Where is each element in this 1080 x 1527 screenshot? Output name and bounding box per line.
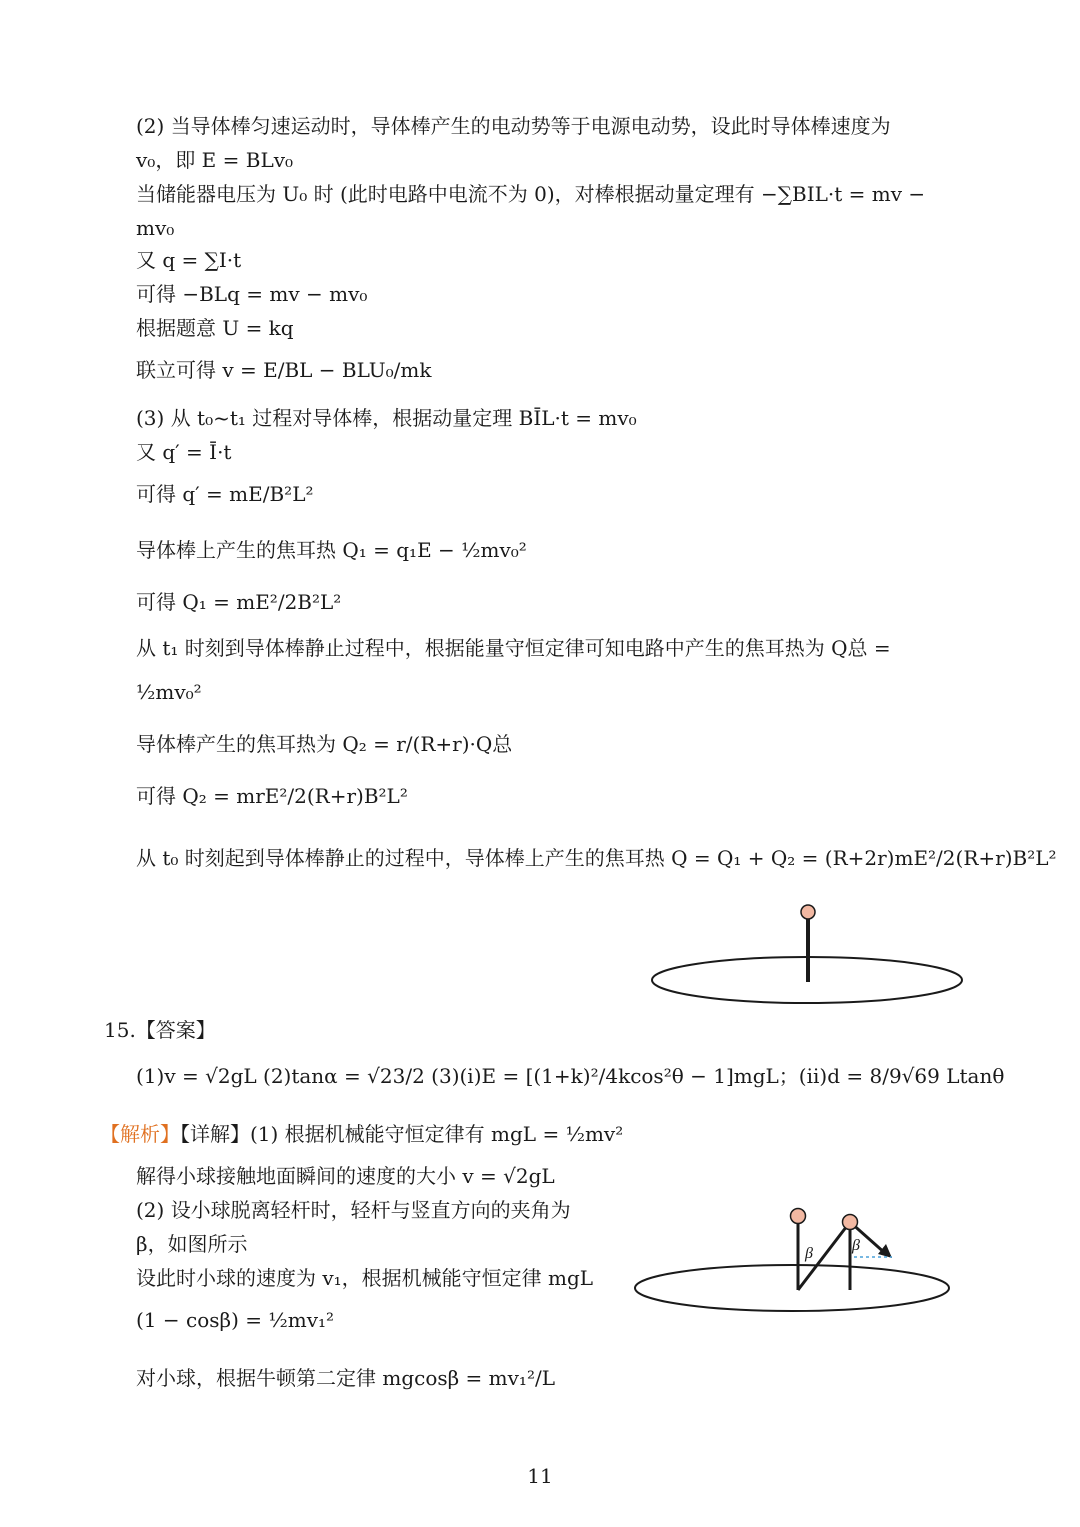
figure-2-beta-label-1: β bbox=[805, 1245, 813, 1262]
part2-line6: 可得 −BLq = mv − mv₀ bbox=[136, 282, 368, 306]
part2-line8: 联立可得 v = E/BL − BLU₀/mk bbox=[136, 358, 432, 382]
q15-heading: 15.【答案】 bbox=[104, 1018, 216, 1042]
q15-step3: β，如图所示 bbox=[136, 1232, 248, 1256]
part3-line8: 导体棒产生的焦耳热为 Q₂ = r/(R+r)·Q总 bbox=[136, 732, 513, 756]
q15-answer: (1)v = √2gL (2)tanα = √23/2 (3)(i)E = [(1+k)²/4kcos²θ − 1]mgL；(ii)d = 8/9√69 Ltanθ bbox=[136, 1064, 1005, 1088]
q15-step5: (1 − cosβ) = ½mv₁² bbox=[136, 1308, 335, 1332]
part3-line6: 从 t₁ 时刻到导体棒静止过程中，根据能量守恒定律可知电路中产生的焦耳热为 Q总 = bbox=[136, 636, 891, 660]
part3-line2: 又 q′ = Ī·t bbox=[136, 440, 232, 464]
part3-line4: 导体棒上产生的焦耳热 Q₁ = q₁E − ½mv₀² bbox=[136, 538, 527, 562]
figure-2-ball-1 bbox=[791, 1209, 806, 1224]
part3-line9: 可得 Q₂ = mrE²/2(R+r)B²L² bbox=[136, 784, 408, 808]
part3-line5: 可得 Q₁ = mE²/2B²L² bbox=[136, 590, 342, 614]
part2-line7: 根据题意 U = kq bbox=[136, 316, 294, 340]
q15-step2: (2) 设小球脱离轻杆时，轻杆与竖直方向的夹角为 bbox=[136, 1198, 571, 1222]
q15-analysis-line bbox=[100, 1122, 623, 1146]
q15-step6: 对小球，根据牛顿第二定律 mgcosβ = mv₁²/L bbox=[136, 1366, 555, 1390]
figure-2-beta-label-2: β bbox=[852, 1237, 860, 1254]
jiexi-tag: 【解析】 bbox=[100, 1122, 180, 1146]
figure-1-ball bbox=[801, 905, 815, 919]
figure-2-ball-2 bbox=[843, 1215, 858, 1230]
part2-line1: (2) 当导体棒匀速运动时，导体棒产生的电动势等于电源电动势，设此时导体棒速度为 bbox=[136, 114, 891, 138]
part2-line5: 又 q = ∑I·t bbox=[136, 248, 242, 272]
figure-2-rod-angle bbox=[630, 1198, 960, 1320]
figure-1-pole-on-disc bbox=[645, 898, 970, 1010]
part2-line2: v₀，即 E = BLv₀ bbox=[136, 148, 294, 172]
part3-line3: 可得 q′ = mE/B²L² bbox=[136, 482, 314, 506]
part3-line1: (3) 从 t₀~t₁ 过程对导体棒，根据动量定理 BĪL·t = mv₀ bbox=[136, 406, 637, 430]
q15-step4: 设此时小球的速度为 v₁，根据机械能守恒定律 mgL bbox=[136, 1266, 594, 1290]
figure-2-disc bbox=[635, 1265, 949, 1311]
part3-line10: 从 t₀ 时刻起到导体棒静止的过程中，导体棒上产生的焦耳热 Q = Q₁ + Q₂ = (R+2r)mE²/2(R+r)B²L² bbox=[136, 846, 1057, 870]
part3-line7: ½mv₀² bbox=[136, 680, 202, 704]
part2-line4: mv₀ bbox=[136, 216, 175, 240]
figure-2-arrowhead bbox=[878, 1244, 892, 1258]
q15-step1: 解得小球接触地面瞬间的速度的大小 v = √2gL bbox=[136, 1164, 555, 1188]
page-number: 11 bbox=[527, 1464, 553, 1488]
part2-line3: 当储能器电压为 U₀ 时 (此时电路中电流不为 0)，对棒根据动量定理有 −∑BIL·t = mv − bbox=[136, 182, 926, 206]
xiangjie-text: 【详解】(1) 根据机械能守恒定律有 mgL = ½mv² bbox=[180, 1122, 624, 1146]
